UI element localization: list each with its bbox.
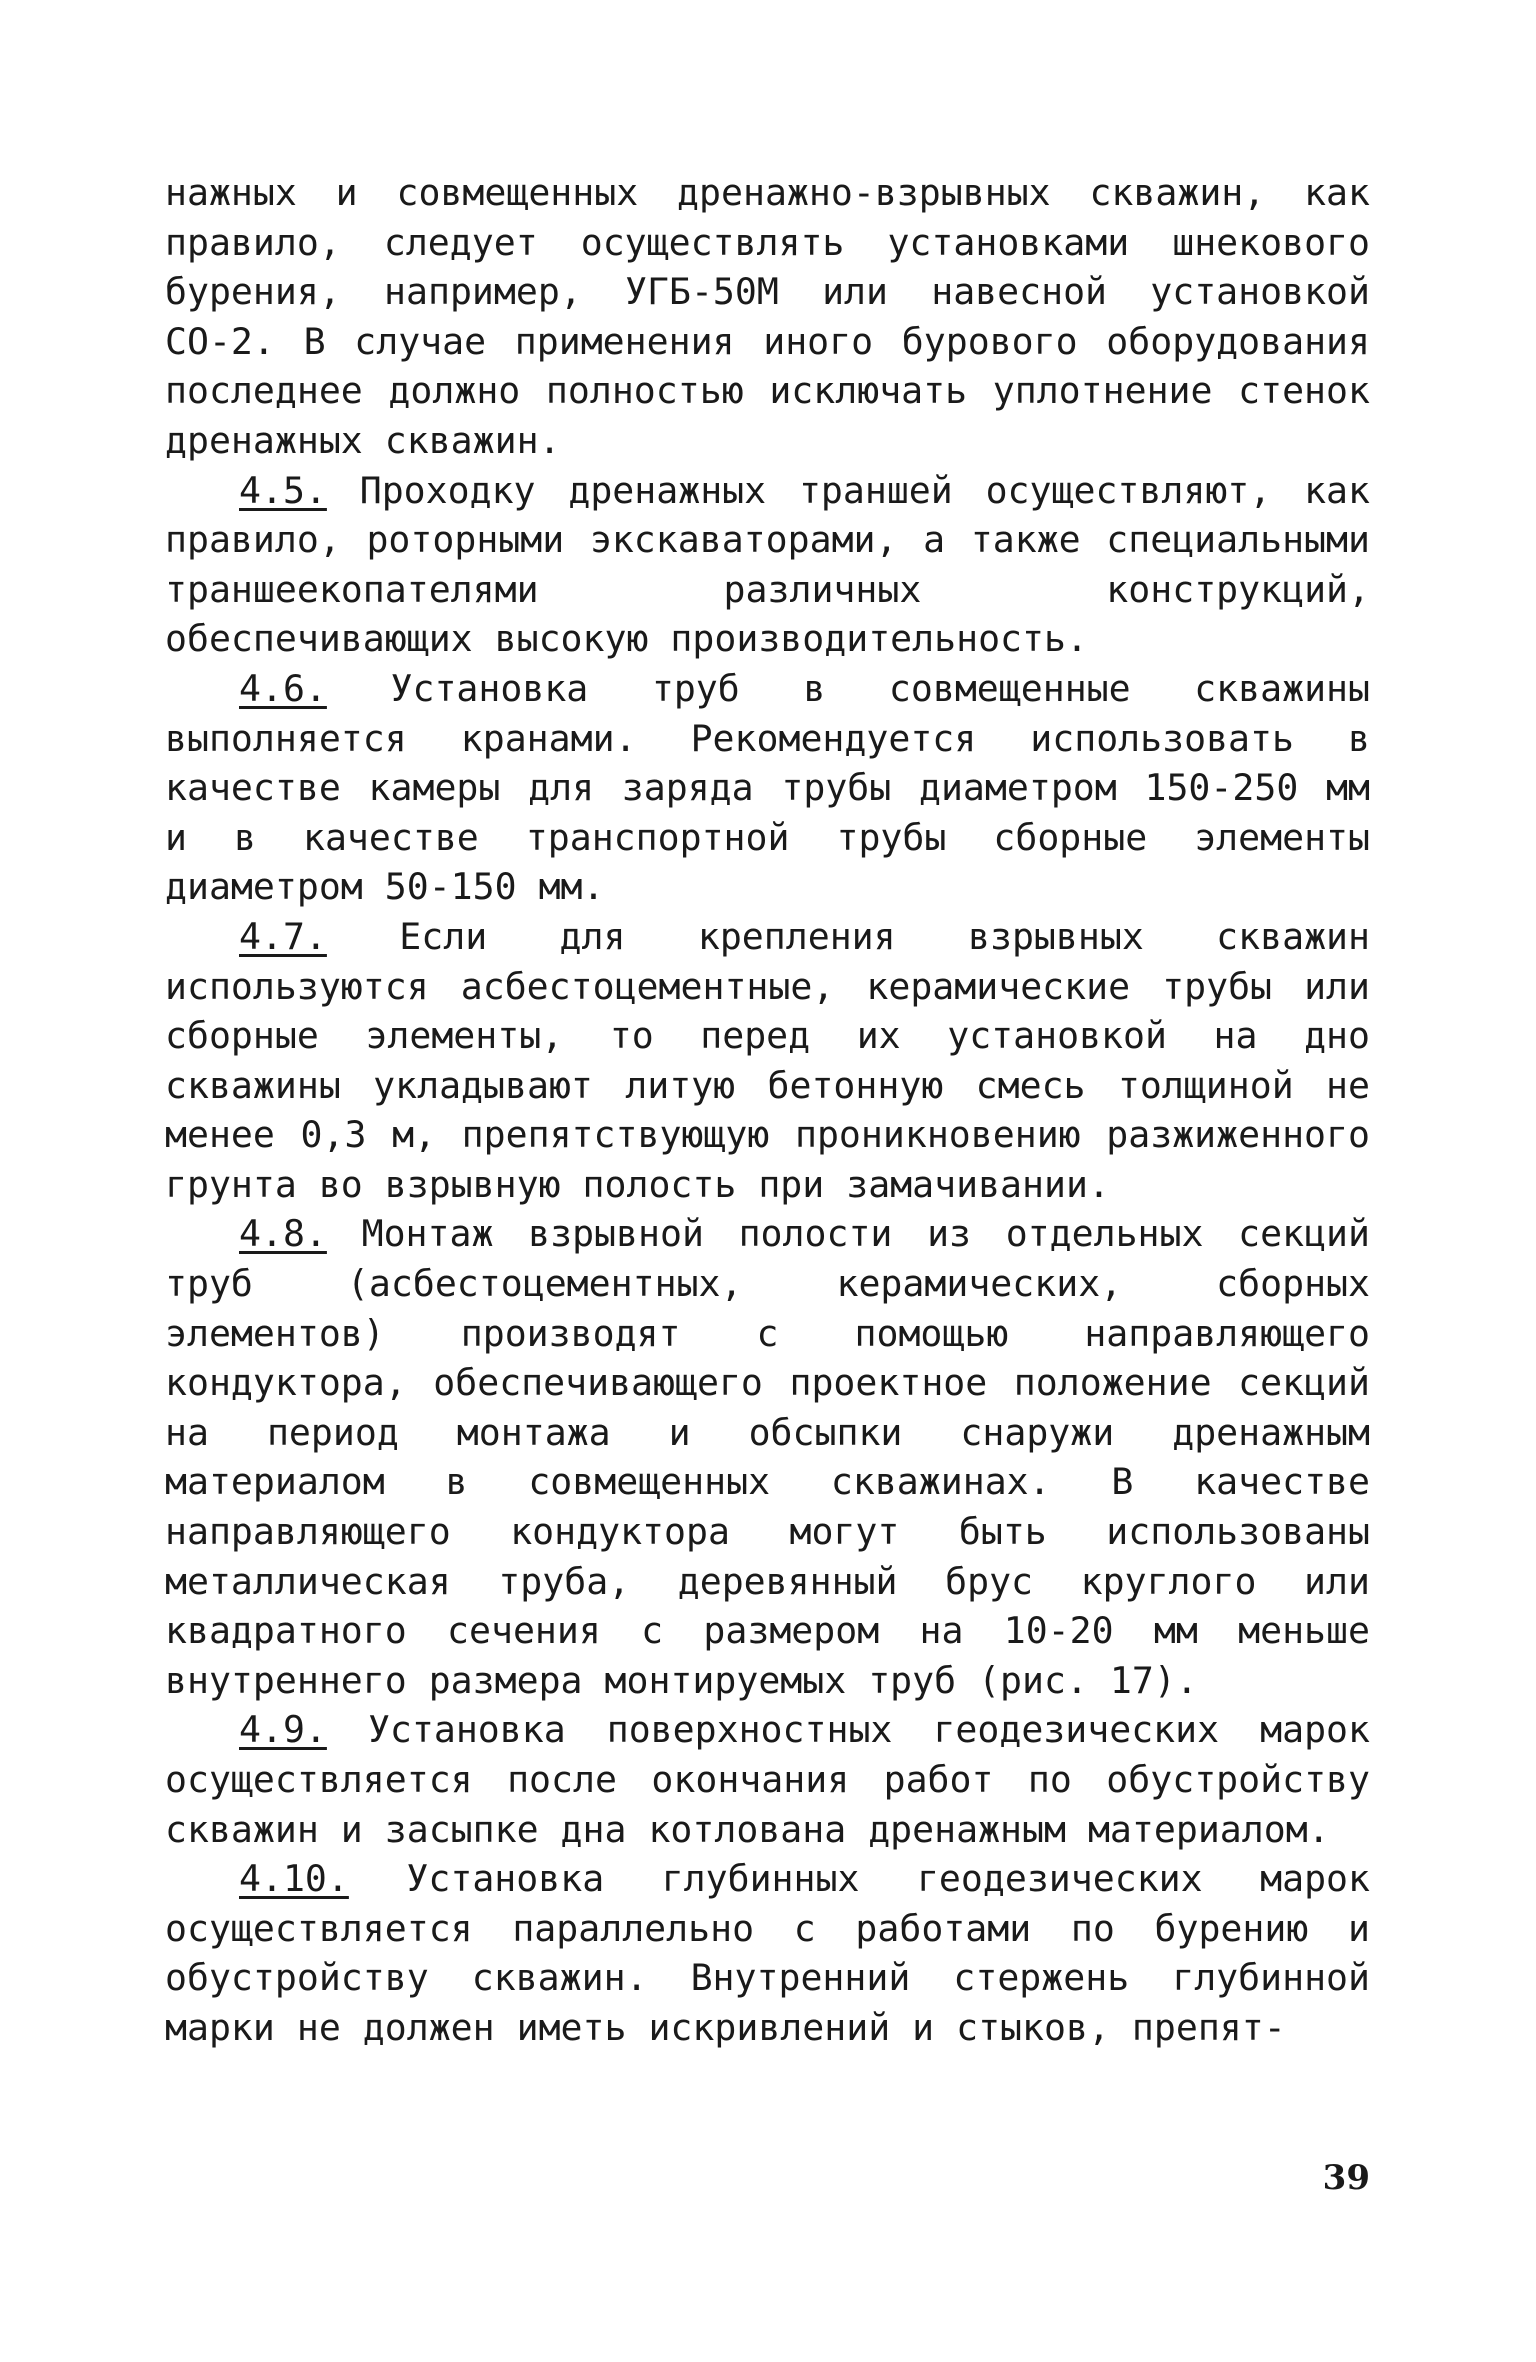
- paragraph-text: Проходку дренажных траншей осуществляют, как правило, роторными экскаваторами, а также специальными траншеекопателями различных конструкций, обеспечивающих высокую производительность.: [165, 468, 1370, 661]
- paragraph-number: 4.7.: [239, 914, 327, 958]
- paragraph-4-6: [165, 664, 1370, 912]
- paragraph-text: Установка глубинных геодезических марок осуществляется параллельно с работами по бурению и обустройству скважин. Внутренний стержень глубинной марки не должен иметь искривлений и стыков, препят-: [165, 1857, 1370, 2049]
- paragraph-continuation: [165, 168, 1370, 466]
- paragraph-number: 4.6.: [239, 666, 327, 710]
- paragraph-text: Если для крепления взрывных скважин используются асбестоцементные, керамические трубы или сборные элементы, то перед их установкой на дно скважины укладывают литую бетонную смесь толщиной не менее 0,3 м, препятствующую проникновению разжиженного грунта во взрывную полость при замачивании.: [165, 914, 1370, 1206]
- body-text: [165, 168, 1370, 2053]
- paragraph-4-10: [165, 1854, 1370, 2052]
- page-number: 39: [1322, 2158, 1370, 2198]
- paragraph-number: 4.8.: [239, 1212, 327, 1256]
- paragraph-number: 4.9.: [239, 1708, 327, 1752]
- paragraph-text: Установка труб в совмещенные скважины выполняется кранами. Рекомендуется использовать в качестве камеры для заряда трубы диаметром 150-250 мм и в качестве транспортной трубы сборные элементы диаметром 50-150 мм.: [165, 666, 1370, 909]
- paragraph-text: нажных и совмещенных дренажно-взрывных скважин, как правило, следует осуществлять установками шнекового бурения, например, УГБ-50М или навесной установкой СО-2. В случае применения иного бурового оборудования последнее должно полностью исключать уплотнение стенок дренажных скважин.: [165, 171, 1370, 462]
- paragraph-4-5: [165, 466, 1370, 664]
- paragraph-number: 4.5.: [239, 468, 327, 512]
- paragraph-4-7: [165, 912, 1370, 1210]
- paragraph-number: 4.10.: [239, 1857, 349, 1901]
- paragraph-text: Установка поверхностных геодезических марок осуществляется после окончания работ по обустройству скважин и засыпке дна котлована дренажным материалом.: [165, 1708, 1370, 1851]
- paragraph-4-8: [165, 1209, 1370, 1705]
- paragraph-4-9: [165, 1705, 1370, 1854]
- paragraph-text: Монтаж взрывной полости из отдельных секций труб (асбестоцементных, керамических, сборных элементов) производят с помощью направляющего кондуктора, обеспечивающего проектное положение секций на период монтажа и обсыпки снаружи дренажным материалом в совмещенных скважинах. В качестве направляющего кондуктора могут быть использованы металлическая труба, деревянный брус круглого или квадратного сечения с размером на 10-20 мм меньше внутреннего размера монтируемых труб (рис. 17).: [165, 1212, 1371, 1702]
